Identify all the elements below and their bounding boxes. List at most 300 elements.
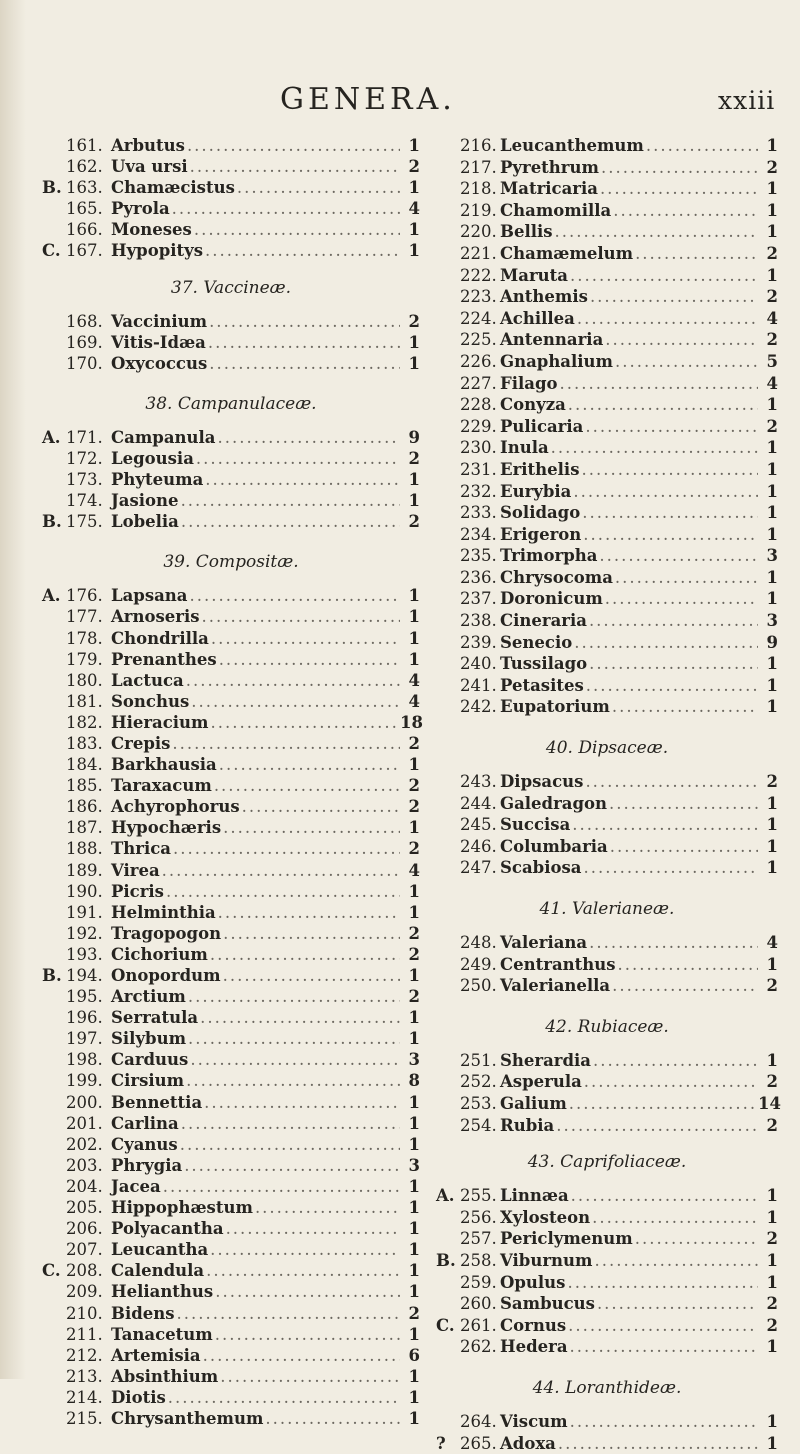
genus-entry [42, 156, 420, 177]
species-count: 2 [400, 311, 420, 332]
leader-dots [595, 1293, 758, 1314]
leader-dots [608, 836, 758, 857]
species-count: 1 [758, 524, 778, 545]
species-count: 2 [400, 511, 420, 532]
genus-entry [42, 944, 420, 965]
leader-dots [200, 606, 400, 627]
genus-entry [42, 691, 420, 712]
genus-entry [436, 696, 778, 718]
leader-dots [189, 691, 400, 712]
leader-dots [572, 632, 758, 653]
genus-number: 261. [460, 1315, 500, 1336]
species-count: 2 [400, 156, 420, 177]
family-heading: 38. Campanulaceæ. [42, 394, 420, 415]
genus-number: 193. [66, 944, 111, 965]
species-count: 1 [400, 817, 420, 838]
leader-dots [588, 286, 758, 307]
genus-entry [42, 1324, 420, 1345]
leader-dots [644, 135, 758, 156]
leader-dots [221, 923, 400, 944]
leader-dots [217, 649, 400, 670]
genus-number: 203. [66, 1155, 111, 1176]
genus-name: Bennettia [111, 1092, 202, 1113]
genus-entry [436, 221, 778, 243]
genus-number: 183. [66, 733, 111, 754]
genus-number: 264. [460, 1411, 500, 1432]
genus-number: 221. [460, 243, 500, 264]
genus-name: Opulus [500, 1272, 565, 1293]
species-count: 3 [400, 1155, 420, 1176]
genus-entry [436, 135, 778, 157]
genus-number: 255. [460, 1185, 500, 1206]
genus-name: Cineraria [500, 610, 587, 631]
genus-entry [42, 817, 420, 838]
species-count: 1 [400, 1028, 420, 1049]
genus-entry [42, 1070, 420, 1091]
species-count: 1 [400, 353, 420, 374]
genus-entry [436, 1115, 778, 1137]
species-count: 2 [758, 1293, 778, 1314]
genus-entry [42, 775, 420, 796]
species-count: 1 [400, 490, 420, 511]
genus-number: 198. [66, 1049, 111, 1070]
genus-number: 207. [66, 1239, 111, 1260]
leader-dots [613, 351, 758, 372]
genus-entry [436, 459, 778, 481]
species-count: 14 [758, 1093, 778, 1114]
running-title: GENERA. [280, 82, 456, 117]
spacer [42, 415, 420, 427]
genus-name: Sherardia [500, 1050, 591, 1071]
genus-name: Bidens [111, 1303, 175, 1324]
genus-name: Hypochæris [111, 817, 221, 838]
genus-name: Pyrethrum [500, 157, 599, 178]
genus-name: Vitis-Idæa [111, 332, 206, 353]
leader-dots [565, 1272, 758, 1293]
genus-entry [42, 965, 420, 986]
leader-dots [194, 448, 400, 469]
genus-entry [42, 469, 420, 490]
species-count: 2 [400, 838, 420, 859]
genus-name: Eupatorium [500, 696, 610, 717]
family-heading: 43. Caprifoliaceæ. [436, 1152, 778, 1173]
genus-entry [436, 1228, 778, 1250]
genus-entry [42, 490, 420, 511]
leader-dots [568, 1336, 758, 1357]
species-count: 1 [400, 1197, 420, 1218]
leader-dots [201, 1345, 400, 1366]
species-count: 3 [400, 1049, 420, 1070]
leader-dots [569, 1185, 758, 1206]
genus-entry [436, 836, 778, 858]
genus-number: 190. [66, 881, 111, 902]
genus-name: Galium [500, 1093, 567, 1114]
page-number: xxiii [718, 86, 775, 115]
genus-number: 238. [460, 610, 500, 631]
leader-dots [208, 1239, 400, 1260]
leader-dots [207, 311, 400, 332]
genus-entry [436, 632, 778, 654]
species-count: 2 [758, 975, 778, 996]
leader-dots [633, 1228, 758, 1249]
genus-number: 194. [66, 965, 111, 986]
species-count: 2 [758, 771, 778, 792]
leader-dots [566, 394, 758, 415]
genus-name: Chamæcistus [111, 177, 235, 198]
spacer [42, 573, 420, 585]
genus-entry [436, 416, 778, 438]
species-count: 2 [400, 944, 420, 965]
genus-entry [436, 200, 778, 222]
genus-number: 179. [66, 649, 111, 670]
genus-number: 181. [66, 691, 111, 712]
genus-entry [42, 838, 420, 859]
genus-name: Gnaphalium [500, 351, 613, 372]
species-count: 1 [758, 1250, 778, 1271]
genus-name: Moneses [111, 219, 192, 240]
species-count: 3 [758, 610, 778, 631]
species-count: 1 [400, 902, 420, 923]
genus-entry [436, 502, 778, 524]
genus-entry [42, 1345, 420, 1366]
genus-name: Arbutus [111, 135, 185, 156]
leader-dots [204, 1260, 400, 1281]
leader-dots [240, 796, 400, 817]
leader-dots [616, 954, 758, 975]
genus-entry [42, 860, 420, 881]
species-count: 1 [400, 606, 420, 627]
genus-entry [436, 1093, 778, 1115]
leader-dots [263, 1408, 400, 1429]
genus-entry [436, 1272, 778, 1294]
genus-name: Erithelis [500, 459, 579, 480]
genus-name: Virea [111, 860, 160, 881]
species-count: 1 [758, 481, 778, 502]
leader-dots [554, 1115, 758, 1136]
genus-entry [436, 437, 778, 459]
species-count: 1 [758, 459, 778, 480]
genus-entry [436, 1185, 778, 1207]
species-count: 5 [758, 351, 778, 372]
leader-dots [188, 1049, 400, 1070]
genus-name: Tussilago [500, 653, 587, 674]
genus-name: Trimorpha [500, 545, 597, 566]
species-count: 1 [758, 653, 778, 674]
leader-dots [590, 1207, 758, 1228]
genus-entry [42, 733, 420, 754]
genus-entry [436, 771, 778, 793]
leader-dots [179, 490, 400, 511]
genus-number: 246. [460, 836, 500, 857]
genus-name: Rubia [500, 1115, 554, 1136]
spacer [436, 759, 778, 771]
genus-number: 199. [66, 1070, 111, 1091]
genus-name: Lactuca [111, 670, 184, 691]
genus-number: 259. [460, 1272, 500, 1293]
spacer [436, 1399, 778, 1411]
genus-name: Adoxa [500, 1433, 556, 1454]
genus-name: Crepis [111, 733, 170, 754]
species-count: 2 [758, 243, 778, 264]
species-count: 1 [400, 1092, 420, 1113]
genus-entry [42, 881, 420, 902]
genus-entry [42, 240, 420, 261]
spacer [436, 997, 778, 1017]
genus-name: Diotis [111, 1387, 166, 1408]
genus-name: Pyrola [111, 198, 170, 219]
spacer [42, 262, 420, 278]
species-count: 1 [758, 567, 778, 588]
leader-dots [603, 588, 758, 609]
genus-name: Oxycoccus [111, 353, 207, 374]
genus-entry [42, 628, 420, 649]
species-count: 1 [400, 1113, 420, 1134]
species-count: 2 [758, 1228, 778, 1249]
genus-entry [42, 1113, 420, 1134]
spacer [436, 718, 778, 738]
genus-entry [42, 177, 420, 198]
genus-entry [42, 198, 420, 219]
group-marker: B. [436, 1250, 460, 1271]
species-count: 2 [758, 416, 778, 437]
genus-entry [42, 1007, 420, 1028]
genus-number: 180. [66, 670, 111, 691]
genus-number: 210. [66, 1303, 111, 1324]
genus-entry [42, 1218, 420, 1239]
genus-name: Barkhausia [111, 754, 217, 775]
genus-entry [436, 1433, 778, 1454]
species-count: 1 [400, 1176, 420, 1197]
genus-number: 258. [460, 1250, 500, 1271]
genus-entry [436, 481, 778, 503]
genus-entry [436, 610, 778, 632]
genus-entry [42, 670, 420, 691]
group-marker: B. [42, 177, 66, 198]
genus-number: 213. [66, 1366, 111, 1387]
leader-dots [557, 373, 758, 394]
genus-entry [436, 394, 778, 416]
genus-number: 254. [460, 1115, 500, 1136]
leader-dots [579, 459, 758, 480]
genus-name: Thrica [111, 838, 171, 859]
genus-name: Uva ursi [111, 156, 188, 177]
genus-name: Chamæmelum [500, 243, 633, 264]
genus-name: Hypopitys [111, 240, 203, 261]
spacer [436, 879, 778, 899]
species-count: 1 [758, 437, 778, 458]
leader-dots [179, 511, 400, 532]
species-count: 2 [400, 733, 420, 754]
leader-dots [610, 696, 758, 717]
genus-name: Achyrophorus [111, 796, 240, 817]
genus-name: Carlina [111, 1113, 179, 1134]
leader-dots [166, 1387, 400, 1408]
left-column [42, 135, 420, 1429]
genus-name: Legousia [111, 448, 194, 469]
species-count: 1 [758, 394, 778, 415]
species-count: 1 [758, 793, 778, 814]
genus-entry [42, 1028, 420, 1049]
genus-name: Sonchus [111, 691, 189, 712]
genus-number: 189. [66, 860, 111, 881]
genus-number: 232. [460, 481, 500, 502]
genus-name: Chamomilla [500, 200, 611, 221]
genus-number: 187. [66, 817, 111, 838]
genus-number: 208. [66, 1260, 111, 1281]
genus-entry [436, 1315, 778, 1337]
genus-number: 206. [66, 1218, 111, 1239]
leader-dots [208, 944, 400, 965]
genus-number: 205. [66, 1197, 111, 1218]
species-count: 2 [400, 796, 420, 817]
leader-dots [182, 1155, 400, 1176]
genus-name: Solidago [500, 502, 580, 523]
species-count: 6 [400, 1345, 420, 1366]
species-count: 1 [758, 1050, 778, 1071]
genus-name: Succisa [500, 814, 570, 835]
species-count: 1 [400, 1260, 420, 1281]
genus-name: Phyteuma [111, 469, 203, 490]
family-heading: 40. Dipsaceæ. [436, 738, 778, 759]
genus-entry [42, 923, 420, 944]
leader-dots [179, 1113, 400, 1134]
leader-dots [610, 975, 758, 996]
genus-number: 184. [66, 754, 111, 775]
genus-entry [436, 1071, 778, 1093]
genus-entry [42, 427, 420, 448]
genus-name: Calendula [111, 1260, 204, 1281]
genus-number: 176. [66, 585, 111, 606]
leader-dots [213, 1281, 400, 1302]
leader-dots [235, 177, 400, 198]
genus-number: 174. [66, 490, 111, 511]
genus-number: 170. [66, 353, 111, 374]
spacer [436, 1038, 778, 1050]
leader-dots [568, 1411, 758, 1432]
genus-name: Cyanus [111, 1134, 178, 1155]
leader-dots [570, 814, 758, 835]
leader-dots [170, 198, 400, 219]
species-count: 1 [758, 814, 778, 835]
genus-entry [42, 1408, 420, 1429]
genus-number: 167. [66, 240, 111, 261]
family-heading: 42. Rubiaceæ. [436, 1017, 778, 1038]
species-count: 1 [400, 469, 420, 490]
genus-entry [436, 653, 778, 675]
genus-entry [436, 524, 778, 546]
genus-entry [42, 986, 420, 1007]
genus-number: 163. [66, 177, 111, 198]
species-count: 2 [758, 1315, 778, 1336]
genus-name: Galedragon [500, 793, 607, 814]
genus-number: 196. [66, 1007, 111, 1028]
species-count: 4 [400, 691, 420, 712]
genus-number: 239. [460, 632, 500, 653]
genus-number: 251. [460, 1050, 500, 1071]
genus-number: 230. [460, 437, 500, 458]
species-count: 1 [758, 696, 778, 717]
page-binding-shadow [0, 0, 26, 1379]
spacer [42, 532, 420, 552]
genus-entry [42, 1134, 420, 1155]
genus-number: 223. [460, 286, 500, 307]
genus-number: 222. [460, 265, 500, 286]
leader-dots [207, 353, 400, 374]
genus-number: 244. [460, 793, 500, 814]
genus-name: Xylosteon [500, 1207, 590, 1228]
leader-dots [603, 329, 758, 350]
genus-number: 228. [460, 394, 500, 415]
species-count: 1 [400, 585, 420, 606]
spacer [42, 299, 420, 311]
genus-entry [436, 675, 778, 697]
species-count: 4 [758, 373, 778, 394]
species-count: 1 [758, 200, 778, 221]
species-count: 1 [758, 221, 778, 242]
species-count: 4 [758, 932, 778, 953]
leader-dots [592, 1250, 758, 1271]
leader-dots [587, 610, 758, 631]
genus-entry [42, 796, 420, 817]
genus-name: Leucantha [111, 1239, 208, 1260]
genus-name: Vaccinium [111, 311, 207, 332]
leader-dots [221, 817, 400, 838]
leader-dots [253, 1197, 400, 1218]
leader-dots [549, 437, 758, 458]
genus-entry [42, 712, 420, 733]
genus-entry [436, 265, 778, 287]
leader-dots [184, 1070, 400, 1091]
genus-number: 260. [460, 1293, 500, 1314]
genus-number: 175. [66, 511, 111, 532]
genus-name: Lobelia [111, 511, 179, 532]
species-count: 4 [400, 860, 420, 881]
genus-name: Valeriana [500, 932, 587, 953]
genus-name: Leucanthemum [500, 135, 644, 156]
genus-name: Anthemis [500, 286, 588, 307]
species-count: 1 [400, 1408, 420, 1429]
genus-name: Serratula [111, 1007, 198, 1028]
genus-name: Jacea [111, 1176, 161, 1197]
genus-entry [42, 1260, 420, 1281]
genus-number: 243. [460, 771, 500, 792]
genus-name: Arnoseris [111, 606, 200, 627]
leader-dots [192, 219, 400, 240]
genus-number: 182. [66, 712, 111, 733]
genus-number: 178. [66, 628, 111, 649]
genus-name: Achillea [500, 308, 575, 329]
group-marker: A. [436, 1185, 460, 1206]
species-count: 1 [758, 135, 778, 156]
genus-name: Helminthia [111, 902, 216, 923]
genus-name: Tanacetum [111, 1324, 213, 1345]
genus-name: Erigeron [500, 524, 581, 545]
genus-entry [436, 178, 778, 200]
leader-dots [571, 481, 758, 502]
genus-number: 250. [460, 975, 500, 996]
genus-name: Maruta [500, 265, 568, 286]
genus-number: 218. [460, 178, 500, 199]
genus-number: 204. [66, 1176, 111, 1197]
genus-number: 241. [460, 675, 500, 696]
leader-dots [566, 1315, 758, 1336]
genus-name: Silybum [111, 1028, 186, 1049]
genus-number: 219. [460, 200, 500, 221]
genus-entry [42, 1281, 420, 1302]
genus-number: 216. [460, 135, 500, 156]
genus-name: Polyacantha [111, 1218, 224, 1239]
leader-dots [209, 628, 400, 649]
